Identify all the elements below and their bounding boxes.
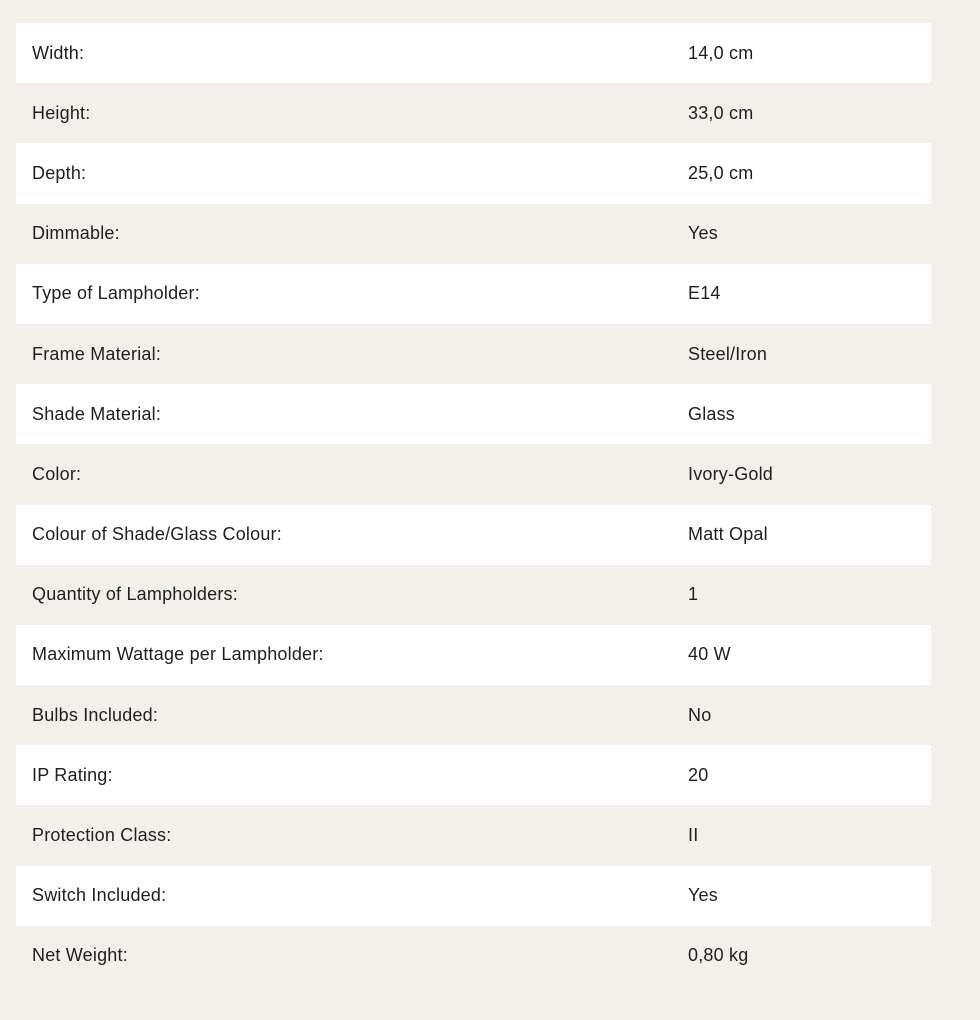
spec-value: 1 (688, 584, 699, 605)
spec-label: Switch Included: (32, 885, 167, 906)
spec-row-height (16, 83, 931, 143)
spec-value: 14,0 cm (688, 42, 754, 63)
spec-label: Net Weight: (32, 945, 128, 966)
spec-label: Shade Material: (32, 403, 162, 424)
spec-row-ip-rating (16, 745, 931, 805)
spec-row-shade-material (16, 384, 931, 444)
spec-row-depth (16, 143, 931, 203)
spec-label: Color: (32, 463, 82, 484)
spec-label: Width: (32, 42, 85, 63)
spec-row-protection-class (16, 805, 931, 865)
spec-row-frame-material (16, 324, 931, 384)
spec-value: 20 (688, 764, 709, 785)
spec-value: Glass (688, 403, 736, 424)
spec-row-shade-colour (16, 505, 931, 565)
spec-label: Maximum Wattage per Lampholder: (32, 644, 324, 665)
spec-label: Depth: (32, 162, 87, 183)
spec-row-switch-included (16, 866, 931, 926)
spec-row-lampholder-type (16, 264, 931, 324)
spec-value: Matt Opal (688, 524, 768, 545)
spec-row-lampholder-quantity (16, 565, 931, 625)
spec-label: Frame Material: (32, 343, 162, 364)
spec-value: 33,0 cm (688, 102, 754, 123)
spec-value: Yes (688, 223, 718, 244)
spec-label: Dimmable: (32, 223, 120, 244)
spec-value: 0,80 kg (688, 945, 749, 966)
spec-label: Height: (32, 102, 91, 123)
spec-row-color (16, 444, 931, 504)
spec-value: No (688, 704, 712, 725)
spec-value: Yes (688, 885, 718, 906)
spec-value: II (688, 825, 699, 846)
spec-label: Protection Class: (32, 825, 172, 846)
spec-label: IP Rating: (32, 764, 113, 785)
spec-row-width (16, 23, 931, 83)
spec-value: E14 (688, 283, 721, 304)
spec-label: Colour of Shade/Glass Colour: (32, 524, 282, 545)
spec-value: Ivory-Gold (688, 463, 774, 484)
spec-table (16, 23, 931, 986)
spec-row-net-weight (16, 926, 931, 986)
spec-value: 25,0 cm (688, 162, 754, 183)
spec-row-dimmable (16, 204, 931, 264)
spec-value: 40 W (688, 644, 731, 665)
spec-label: Quantity of Lampholders: (32, 584, 238, 605)
spec-value: Steel/Iron (688, 343, 768, 364)
spec-row-max-wattage (16, 625, 931, 685)
spec-label: Bulbs Included: (32, 704, 159, 725)
spec-label: Type of Lampholder: (32, 283, 200, 304)
spec-row-bulbs-included (16, 685, 931, 745)
